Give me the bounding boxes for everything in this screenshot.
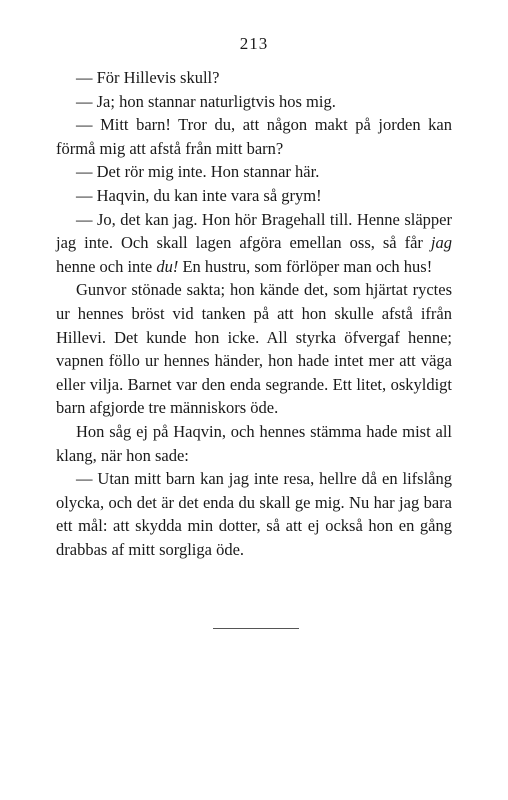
paragraph-text: — Ja; hon stannar naturligtvis hos mig. [76, 91, 336, 111]
paragraph-text: — Det rör mig inte. Hon stannar här. [76, 162, 320, 182]
paragraph [56, 467, 452, 561]
paragraph-text: — För Hillevis skull? [76, 68, 220, 87]
paragraph-text: En hustru, som förlöper man och hus! [178, 256, 433, 276]
end-rule [213, 628, 299, 629]
paragraph-text: — Mitt barn! Tror du, att någon makt på jorden kan förmå mig att afstå från mitt barn? [56, 115, 452, 158]
paragraph-text: Hon såg ej på Haqvin, och hennes stämma hade mist all klang, när hon sade: [56, 421, 452, 465]
paragraph [56, 113, 452, 160]
paragraph-text: Gunvor stönade sakta; hon kände det, som hjärtat ryctes ur hennes bröst vid tanken på att hon skulle afstå ifrån Hillevi. Det kunde hon icke. All styrka öfvergaf henne; vapnen föllo ur hennes händer, hon hade intet mer att väga eller vilja. Barnet var den enda segrande. Ett litet, oskyldigt barn afgjorde tre människors öde. [56, 280, 452, 418]
paragraph [56, 420, 452, 467]
paragraph [56, 90, 452, 114]
paragraph [56, 160, 452, 184]
paragraph-text: — Haqvin, du kan inte vara så grym! [76, 185, 322, 205]
paragraph [56, 184, 452, 208]
paragraph [56, 66, 452, 90]
paragraph [56, 208, 452, 279]
body-text [56, 66, 452, 561]
paragraph-text: — Utan mitt barn kan jag inte resa, hellre då en lifslång olycka, och det är det enda du skall ge mig. Nu har jag bara ett mål: att skydda min dotter, så att ej också hon en gång drabbas af mitt sorgliga öde. [56, 469, 452, 559]
paragraph-text: — Jo, det kan jag. Hon hör Bragehall till. Henne släpper jag inte. Och skall lagen afgöra emellan oss, så får [56, 209, 452, 253]
paragraph [56, 278, 452, 420]
emphasized-text: jag [430, 233, 452, 253]
paragraph-text: henne och inte [56, 256, 157, 276]
emphasized-text: du! [156, 256, 179, 276]
page-number: 213 [239, 34, 269, 53]
